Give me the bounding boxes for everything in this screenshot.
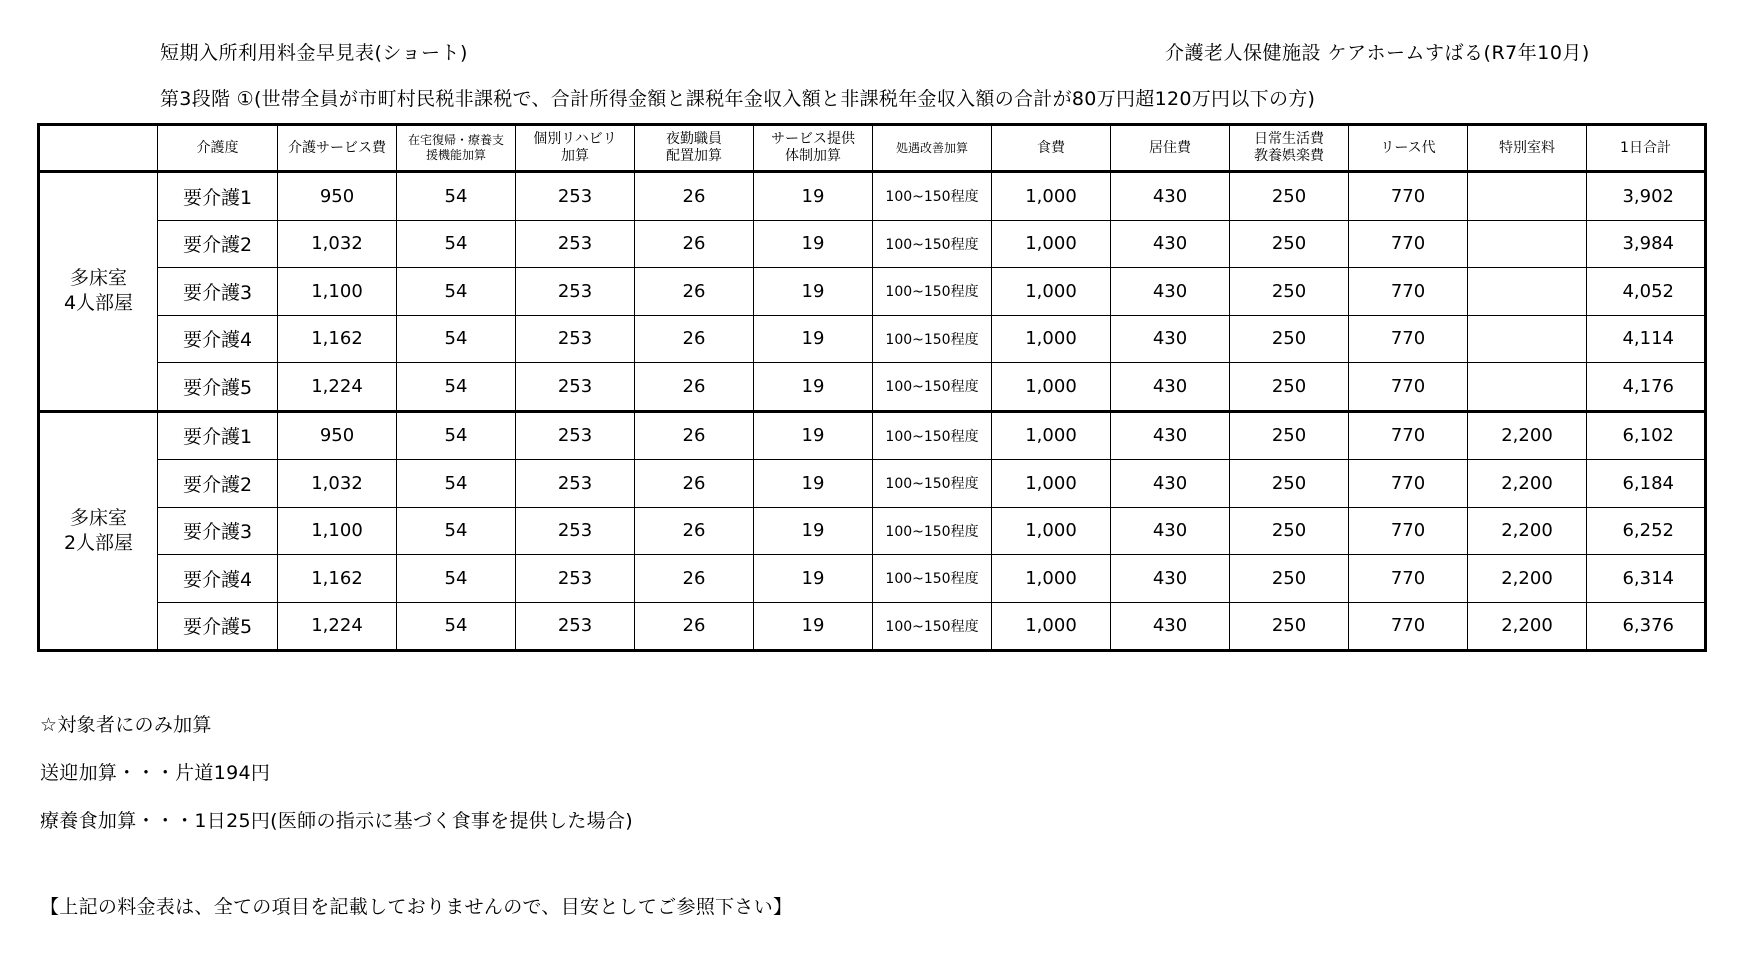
special-room-fee-cell: 2,200 <box>1468 460 1587 508</box>
home-return-support-fee-cell: 54 <box>397 220 516 268</box>
table-row <box>39 555 1706 603</box>
home-return-support-fee-cell: 54 <box>397 411 516 460</box>
table-row <box>39 507 1706 555</box>
table-header-row <box>39 125 1706 172</box>
meal-fee-cell: 1,000 <box>992 460 1111 508</box>
individual-rehab-fee-cell: 253 <box>516 220 635 268</box>
disclaimer-note: 【上記の料金表は、全ての項目を記載しておりませんので、目安としてご参照下さい】 <box>40 896 793 918</box>
table-row <box>39 460 1706 508</box>
service-provision-fee-cell: 19 <box>754 315 873 363</box>
special-room-fee-cell <box>1468 220 1587 268</box>
table-row <box>39 220 1706 268</box>
table-row <box>39 411 1706 460</box>
daily-total-cell: 3,902 <box>1587 172 1706 221</box>
service-provision-fee-cell: 19 <box>754 172 873 221</box>
column-header: 在宅復帰・療養支 援機能加算 <box>397 125 516 172</box>
home-return-support-fee-cell: 54 <box>397 315 516 363</box>
column-header: 居住費 <box>1111 125 1230 172</box>
special-room-fee-cell <box>1468 268 1587 316</box>
home-return-support-fee-cell: 54 <box>397 555 516 603</box>
table-row <box>39 268 1706 316</box>
daily-living-fee-cell: 250 <box>1230 411 1349 460</box>
facility-name: 介護老人保健施設 ケアホームすばる(R7年10月) <box>1165 42 1590 64</box>
treatment-improvement-fee-cell: 100~150程度 <box>873 315 992 363</box>
treatment-improvement-fee-cell: 100~150程度 <box>873 220 992 268</box>
special-room-fee-cell <box>1468 172 1587 221</box>
service-provision-fee-cell: 19 <box>754 411 873 460</box>
home-return-support-fee-cell: 54 <box>397 172 516 221</box>
care-level-cell: 要介護5 <box>158 363 278 412</box>
care-level-cell: 要介護1 <box>158 172 278 221</box>
column-header: 特別室料 <box>1468 125 1587 172</box>
individual-rehab-fee-cell: 253 <box>516 602 635 651</box>
treatment-improvement-fee-cell: 100~150程度 <box>873 460 992 508</box>
daily-total-cell: 4,176 <box>1587 363 1706 412</box>
individual-rehab-fee-cell: 253 <box>516 268 635 316</box>
night-staff-fee-cell: 26 <box>635 220 754 268</box>
daily-total-cell: 6,184 <box>1587 460 1706 508</box>
special-room-fee-cell: 2,200 <box>1468 411 1587 460</box>
daily-total-cell: 3,984 <box>1587 220 1706 268</box>
daily-total-cell: 6,376 <box>1587 602 1706 651</box>
service-provision-fee-cell: 19 <box>754 460 873 508</box>
individual-rehab-fee-cell: 253 <box>516 315 635 363</box>
night-staff-fee-cell: 26 <box>635 363 754 412</box>
care-service-fee-cell: 1,100 <box>278 507 397 555</box>
daily-total-cell: 6,252 <box>1587 507 1706 555</box>
daily-living-fee-cell: 250 <box>1230 555 1349 603</box>
service-provision-fee-cell: 19 <box>754 363 873 412</box>
service-provision-fee-cell: 19 <box>754 602 873 651</box>
income-stage-description: 第3段階 ①(世帯全員が市町村民税非課税で、合計所得金額と課税年金収入額と非課税年金収入額の合計が80万円超120万円以下の方) <box>160 88 1316 110</box>
lease-fee-cell: 770 <box>1349 555 1468 603</box>
notes-heading: ☆対象者にのみ加算 <box>40 714 212 736</box>
care-service-fee-cell: 1,162 <box>278 555 397 603</box>
care-service-fee-cell: 1,224 <box>278 363 397 412</box>
table-row <box>39 363 1706 412</box>
meal-fee-cell: 1,000 <box>992 411 1111 460</box>
individual-rehab-fee-cell: 253 <box>516 460 635 508</box>
residence-fee-cell: 430 <box>1111 411 1230 460</box>
daily-living-fee-cell: 250 <box>1230 363 1349 412</box>
care-service-fee-cell: 1,100 <box>278 268 397 316</box>
home-return-support-fee-cell: 54 <box>397 268 516 316</box>
column-header: 日常生活費 教養娯楽費 <box>1230 125 1349 172</box>
meal-fee-cell: 1,000 <box>992 172 1111 221</box>
residence-fee-cell: 430 <box>1111 602 1230 651</box>
treatment-improvement-fee-cell: 100~150程度 <box>873 555 992 603</box>
daily-living-fee-cell: 250 <box>1230 268 1349 316</box>
residence-fee-cell: 430 <box>1111 507 1230 555</box>
care-level-cell: 要介護3 <box>158 268 278 316</box>
meal-fee-cell: 1,000 <box>992 507 1111 555</box>
care-level-cell: 要介護3 <box>158 507 278 555</box>
daily-living-fee-cell: 250 <box>1230 460 1349 508</box>
residence-fee-cell: 430 <box>1111 220 1230 268</box>
daily-total-cell: 4,114 <box>1587 315 1706 363</box>
care-service-fee-cell: 1,162 <box>278 315 397 363</box>
daily-total-cell: 4,052 <box>1587 268 1706 316</box>
residence-fee-cell: 430 <box>1111 268 1230 316</box>
treatment-improvement-fee-cell: 100~150程度 <box>873 411 992 460</box>
lease-fee-cell: 770 <box>1349 460 1468 508</box>
daily-living-fee-cell: 250 <box>1230 315 1349 363</box>
treatment-improvement-fee-cell: 100~150程度 <box>873 507 992 555</box>
table-row <box>39 315 1706 363</box>
home-return-support-fee-cell: 54 <box>397 602 516 651</box>
table-row <box>39 602 1706 651</box>
daily-total-cell: 6,102 <box>1587 411 1706 460</box>
special-room-fee-cell: 2,200 <box>1468 507 1587 555</box>
individual-rehab-fee-cell: 253 <box>516 411 635 460</box>
lease-fee-cell: 770 <box>1349 602 1468 651</box>
residence-fee-cell: 430 <box>1111 460 1230 508</box>
individual-rehab-fee-cell: 253 <box>516 507 635 555</box>
daily-living-fee-cell: 250 <box>1230 507 1349 555</box>
meal-fee-cell: 1,000 <box>992 220 1111 268</box>
care-level-cell: 要介護5 <box>158 602 278 651</box>
column-header: 食費 <box>992 125 1111 172</box>
night-staff-fee-cell: 26 <box>635 172 754 221</box>
treatment-improvement-fee-cell: 100~150程度 <box>873 602 992 651</box>
daily-living-fee-cell: 250 <box>1230 220 1349 268</box>
column-header: サービス提供 体制加算 <box>754 125 873 172</box>
lease-fee-cell: 770 <box>1349 220 1468 268</box>
service-provision-fee-cell: 19 <box>754 220 873 268</box>
care-service-fee-cell: 950 <box>278 411 397 460</box>
service-provision-fee-cell: 19 <box>754 268 873 316</box>
lease-fee-cell: 770 <box>1349 507 1468 555</box>
meal-fee-cell: 1,000 <box>992 602 1111 651</box>
special-room-fee-cell: 2,200 <box>1468 555 1587 603</box>
room-type-cell: 多床室 2人部屋 <box>39 411 158 651</box>
care-service-fee-cell: 1,032 <box>278 220 397 268</box>
service-provision-fee-cell: 19 <box>754 555 873 603</box>
column-header <box>39 125 158 172</box>
column-header: 個別リハビリ 加算 <box>516 125 635 172</box>
lease-fee-cell: 770 <box>1349 268 1468 316</box>
daily-living-fee-cell: 250 <box>1230 172 1349 221</box>
special-room-fee-cell <box>1468 315 1587 363</box>
night-staff-fee-cell: 26 <box>635 315 754 363</box>
care-level-cell: 要介護4 <box>158 555 278 603</box>
residence-fee-cell: 430 <box>1111 555 1230 603</box>
document-title: 短期入所利用料金早見表(ショート) <box>160 42 468 64</box>
lease-fee-cell: 770 <box>1349 363 1468 412</box>
room-type-cell: 多床室 4人部屋 <box>39 172 158 412</box>
treatment-improvement-fee-cell: 100~150程度 <box>873 172 992 221</box>
residence-fee-cell: 430 <box>1111 315 1230 363</box>
care-service-fee-cell: 1,032 <box>278 460 397 508</box>
column-header: 介護サービス費 <box>278 125 397 172</box>
night-staff-fee-cell: 26 <box>635 411 754 460</box>
residence-fee-cell: 430 <box>1111 172 1230 221</box>
meal-fee-cell: 1,000 <box>992 268 1111 316</box>
fee-table <box>37 123 1707 652</box>
night-staff-fee-cell: 26 <box>635 268 754 316</box>
daily-living-fee-cell: 250 <box>1230 602 1349 651</box>
night-staff-fee-cell: 26 <box>635 460 754 508</box>
meal-fee-cell: 1,000 <box>992 315 1111 363</box>
home-return-support-fee-cell: 54 <box>397 460 516 508</box>
residence-fee-cell: 430 <box>1111 363 1230 412</box>
meal-fee-cell: 1,000 <box>992 555 1111 603</box>
column-header: 処遇改善加算 <box>873 125 992 172</box>
lease-fee-cell: 770 <box>1349 315 1468 363</box>
home-return-support-fee-cell: 54 <box>397 363 516 412</box>
care-level-cell: 要介護2 <box>158 220 278 268</box>
treatment-improvement-fee-cell: 100~150程度 <box>873 363 992 412</box>
column-header: 1日合計 <box>1587 125 1706 172</box>
care-level-cell: 要介護1 <box>158 411 278 460</box>
home-return-support-fee-cell: 54 <box>397 507 516 555</box>
night-staff-fee-cell: 26 <box>635 555 754 603</box>
care-service-fee-cell: 1,224 <box>278 602 397 651</box>
service-provision-fee-cell: 19 <box>754 507 873 555</box>
special-room-fee-cell <box>1468 363 1587 412</box>
transport-fee-note: 送迎加算・・・片道194円 <box>40 762 271 784</box>
care-level-cell: 要介護4 <box>158 315 278 363</box>
daily-total-cell: 6,314 <box>1587 555 1706 603</box>
lease-fee-cell: 770 <box>1349 172 1468 221</box>
special-room-fee-cell: 2,200 <box>1468 602 1587 651</box>
individual-rehab-fee-cell: 253 <box>516 363 635 412</box>
night-staff-fee-cell: 26 <box>635 602 754 651</box>
lease-fee-cell: 770 <box>1349 411 1468 460</box>
column-header: 夜勤職員 配置加算 <box>635 125 754 172</box>
therapeutic-diet-note: 療養食加算・・・1日25円(医師の指示に基づく食事を提供した場合) <box>40 810 633 832</box>
table-row <box>39 172 1706 221</box>
individual-rehab-fee-cell: 253 <box>516 555 635 603</box>
column-header: 介護度 <box>158 125 278 172</box>
care-service-fee-cell: 950 <box>278 172 397 221</box>
individual-rehab-fee-cell: 253 <box>516 172 635 221</box>
care-level-cell: 要介護2 <box>158 460 278 508</box>
treatment-improvement-fee-cell: 100~150程度 <box>873 268 992 316</box>
column-header: リース代 <box>1349 125 1468 172</box>
meal-fee-cell: 1,000 <box>992 363 1111 412</box>
night-staff-fee-cell: 26 <box>635 507 754 555</box>
